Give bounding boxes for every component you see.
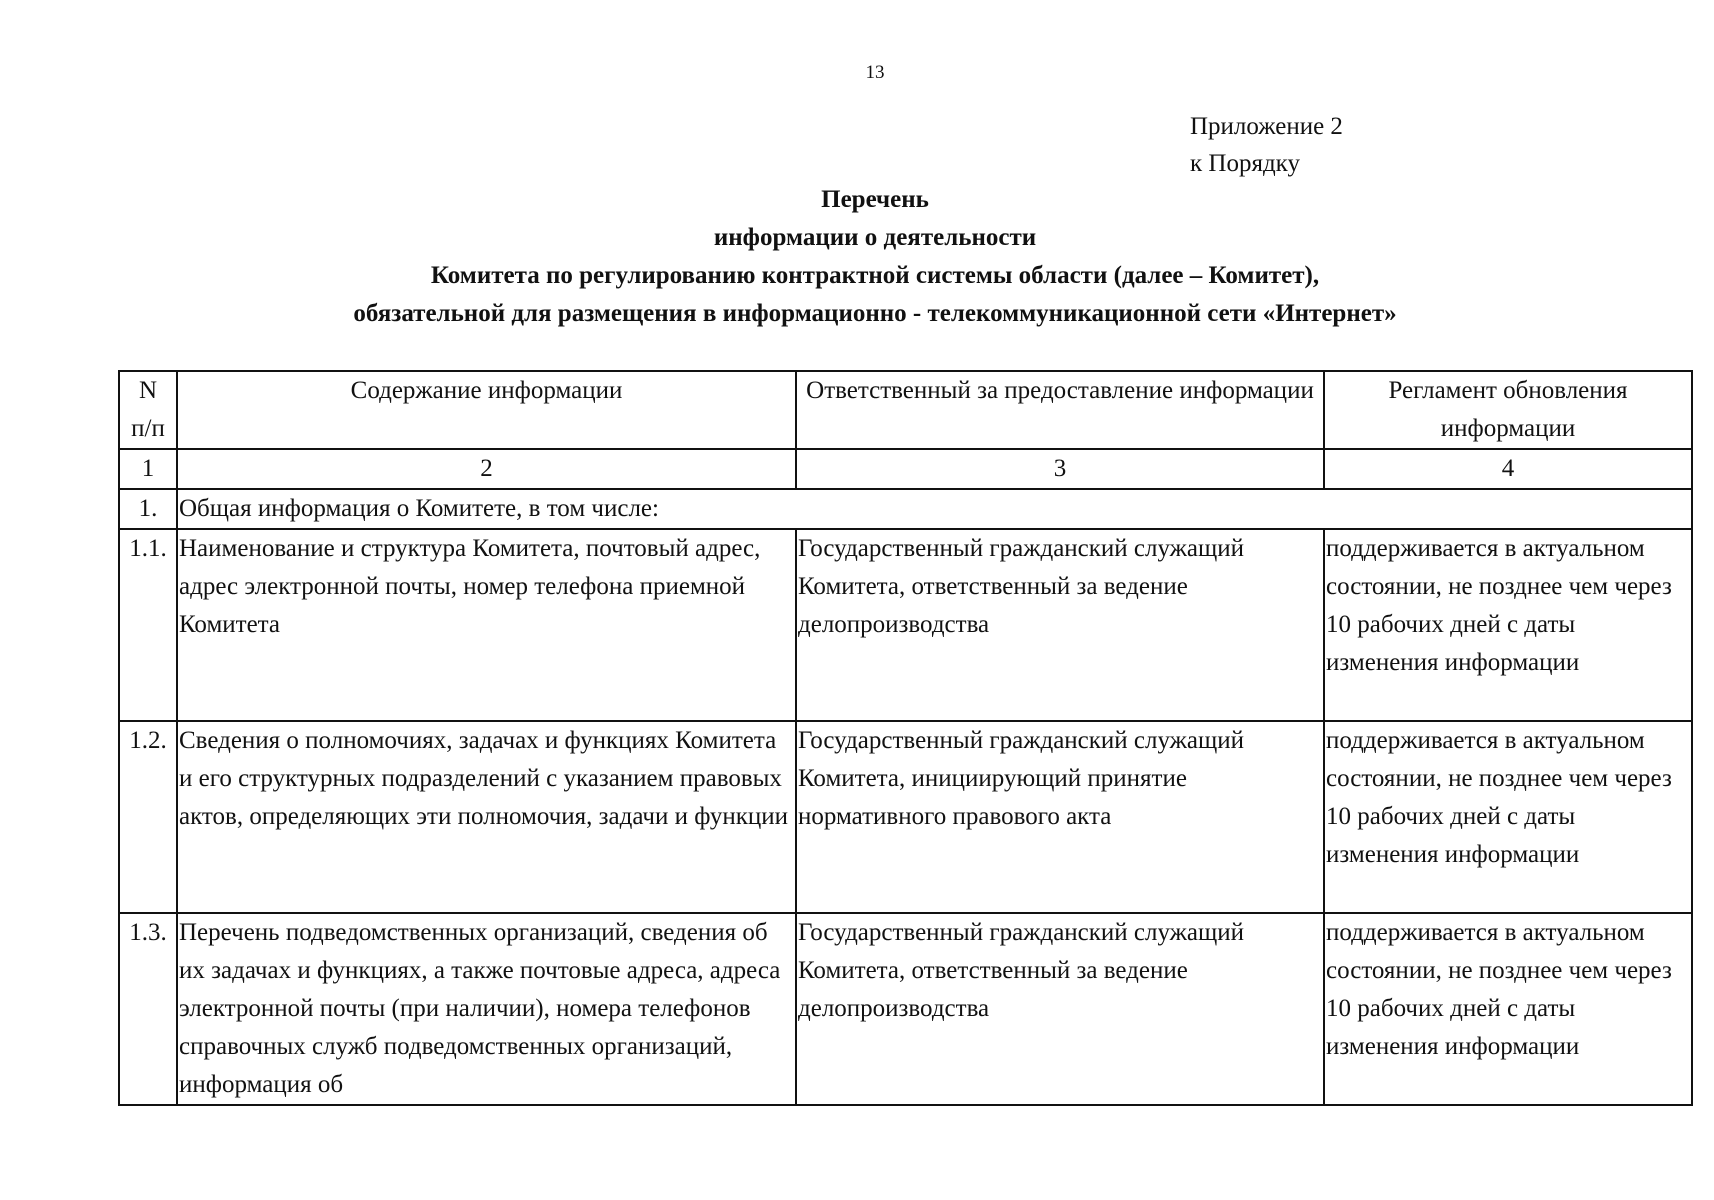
header-responsible: Ответственный за предоставление информации [796, 371, 1324, 449]
row-responsible: Государственный гражданский служащий Комитета, ответственный за ведение делопроизводства [796, 913, 1324, 1105]
title-line-3: Комитета по регулированию контрактной системы области (далее – Комитет), [430, 262, 1320, 289]
column-number: 3 [796, 449, 1324, 489]
header-number-line-2: п/п [131, 415, 165, 442]
appendix-line-1: Приложение 2 [1190, 113, 1343, 140]
title-line-4: обязательной для размещения в информационно - телекоммуникационной сети «Интернет» [353, 300, 1397, 327]
row-schedule: поддерживается в актуальном состоянии, не позднее чем через 10 рабочих дней с даты изменения информации [1324, 721, 1692, 913]
column-number-row [119, 449, 1692, 489]
row-responsible: Государственный гражданский служащий Комитета, ответственный за ведение делопроизводства [796, 529, 1324, 721]
section-row [119, 489, 1692, 529]
row-responsible: Государственный гражданский служащий Комитета, инициирующий принятие нормативного правового акта [796, 721, 1324, 913]
table-row [119, 721, 1692, 913]
row-schedule: поддерживается в актуальном состоянии, не позднее чем через 10 рабочих дней с даты изменения информации [1324, 913, 1692, 1105]
header-number [119, 371, 177, 449]
header-content: Содержание информации [177, 371, 796, 449]
row-number: 1.3. [119, 913, 177, 1105]
row-number: 1.1. [119, 529, 177, 721]
column-number: 4 [1324, 449, 1692, 489]
row-schedule: поддерживается в актуальном состоянии, не позднее чем через 10 рабочих дней с даты изменения информации [1324, 529, 1692, 721]
header-number-line-1: N [138, 377, 158, 404]
row-content: Сведения о полномочиях, задачах и функциях Комитета и его структурных подразделений с указанием правовых актов, определяющих эти полномочия, задачи и функции [177, 721, 796, 913]
column-number: 1 [119, 449, 177, 489]
appendix-reference [1190, 108, 1343, 182]
document-title [0, 181, 1714, 333]
page-number: 13 [865, 62, 885, 83]
row-content: Наименование и структура Комитета, почтовый адрес, адрес электронной почты, номер телефона приемной Комитета [177, 529, 796, 721]
row-content: Перечень подведомственных организаций, сведения об их задачах и функциях, а также почтовые адреса, адреса электронной почты (при наличии), номера телефонов справочных служб подведомственных организаций, информация об [177, 913, 796, 1105]
table-row [119, 913, 1692, 1105]
header-schedule: Регламент обновления информации [1324, 371, 1692, 449]
table-row [119, 529, 1692, 721]
section-number: 1. [119, 489, 177, 529]
title-line-2: информации о деятельности [713, 224, 1037, 251]
row-number: 1.2. [119, 721, 177, 913]
table-header-row [119, 371, 1692, 449]
column-number: 2 [177, 449, 796, 489]
section-text: Общая информация о Комитете, в том числе: [177, 489, 1692, 529]
appendix-line-2: к Порядку [1190, 150, 1300, 177]
information-list-table [118, 370, 1693, 1106]
title-line-1: Перечень [821, 186, 929, 213]
